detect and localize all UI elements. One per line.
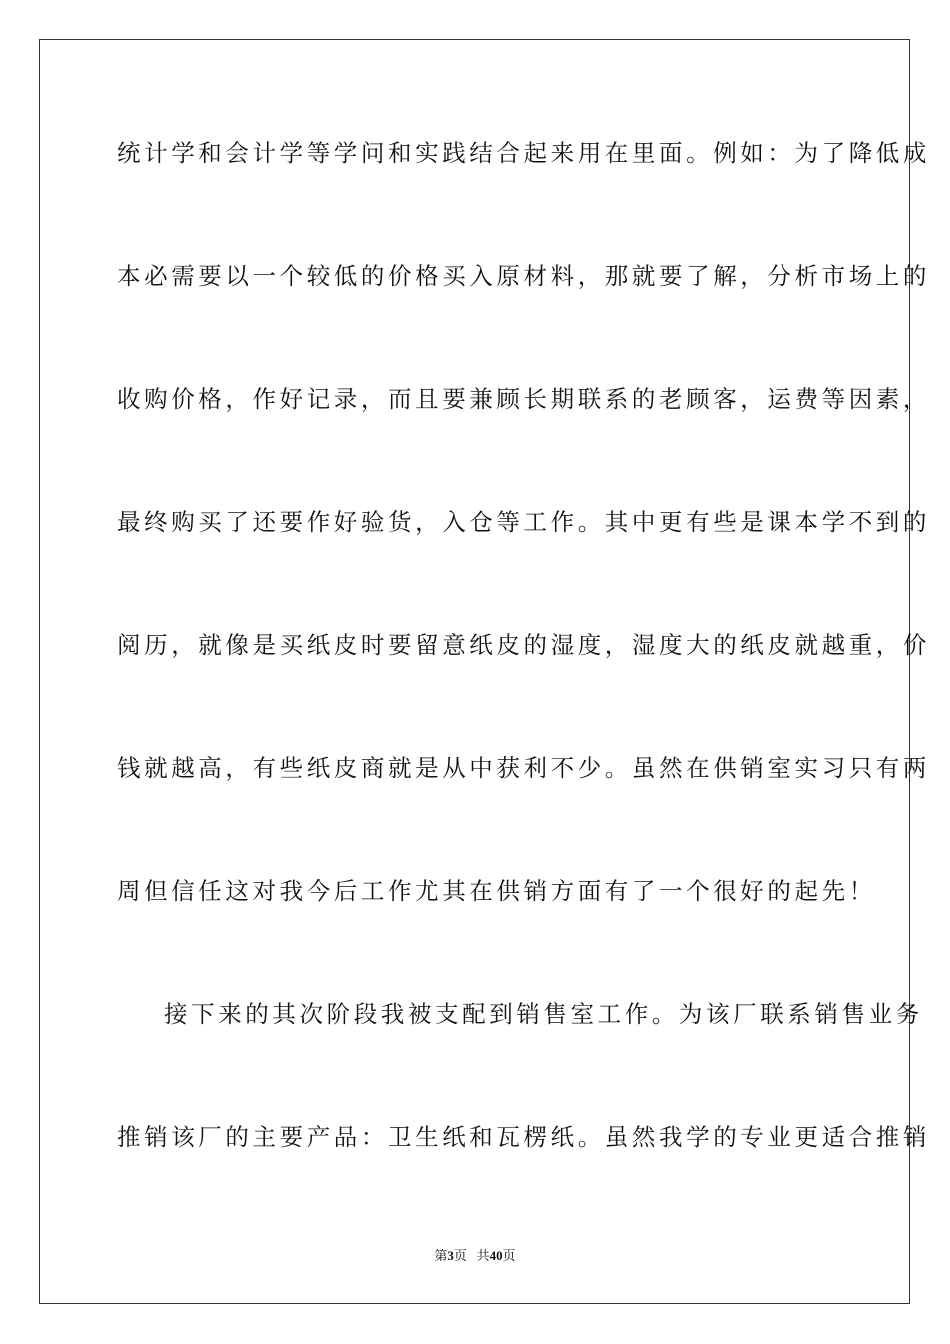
body-line-8-paragraph-start: 接下来的其次阶段我被支配到销售室工作。为该厂联系销售业务 [164, 1000, 923, 1028]
page-border [39, 39, 930, 1304]
page-label-prefix: 第 [434, 1248, 448, 1263]
page-label-suffix: 页 [453, 1248, 467, 1263]
total-label-prefix: 共 [476, 1248, 490, 1263]
body-line-3: 收购价格，作好记录，而且要兼顾长期联系的老顾客，运费等因素， [117, 385, 930, 413]
body-line-7: 周但信任这对我今后工作尤其在供销方面有了一个很好的起先！ [117, 877, 876, 905]
current-page-number: 3 [447, 1248, 454, 1263]
page-footer [0, 1245, 950, 1264]
body-line-9: 推销该厂的主要产品：卫生纸和瓦楞纸。虽然我学的专业更适合推销 [117, 1123, 930, 1151]
total-label-suffix: 页 [502, 1248, 516, 1263]
body-line-2: 本必需要以一个较低的价格买入原材料，那就要了解，分析市场上的 [117, 262, 930, 290]
total-page-count: 40 [489, 1248, 503, 1263]
body-line-4: 最终购买了还要作好验货，入仓等工作。其中更有些是课本学不到的 [117, 508, 930, 536]
body-line-6: 钱就越高，有些纸皮商就是从中获利不少。虽然在供销室实习只有两 [117, 754, 930, 782]
body-line-5: 阅历，就像是买纸皮时要留意纸皮的湿度，湿度大的纸皮就越重，价 [117, 631, 930, 659]
body-line-1: 统计学和会计学等学问和实践结合起来用在里面。例如：为了降低成 [117, 139, 930, 167]
